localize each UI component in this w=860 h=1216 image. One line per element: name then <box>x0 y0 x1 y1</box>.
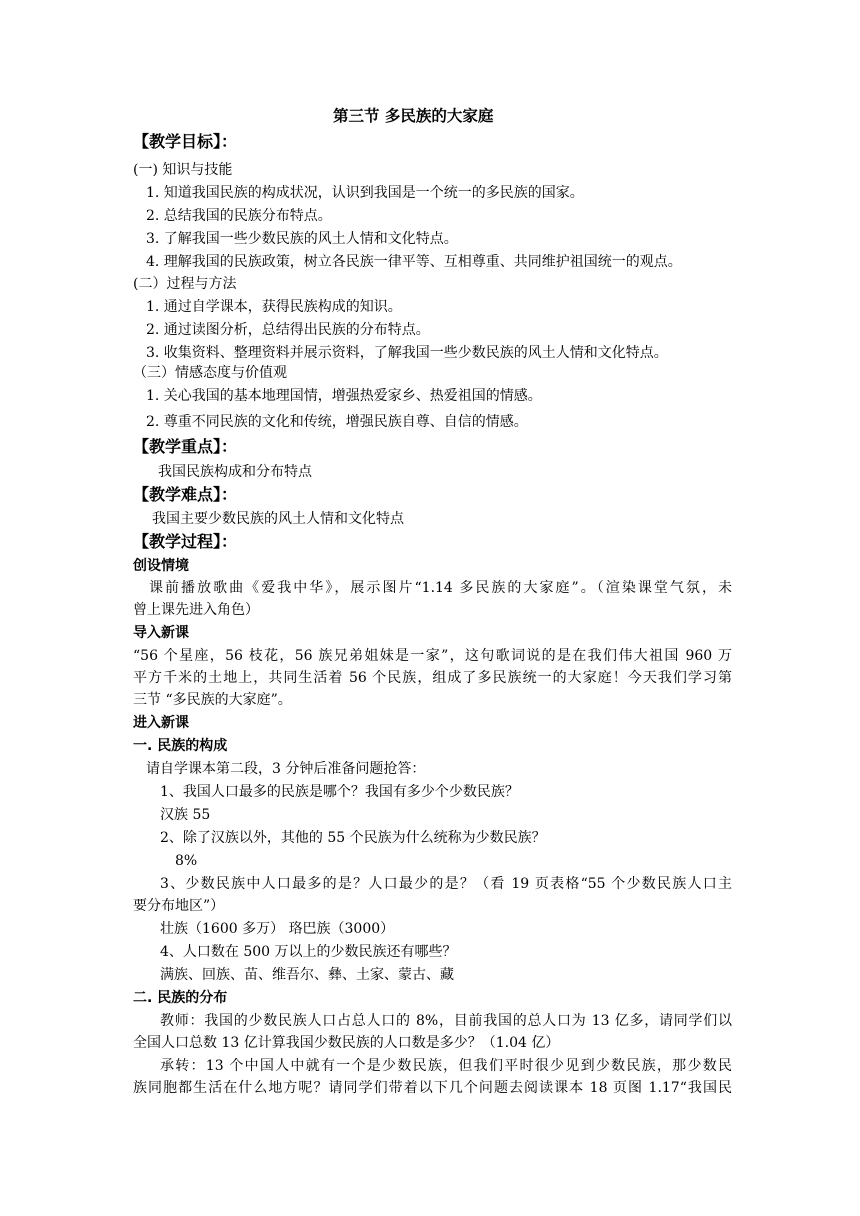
transition-line-1: 承转：13 个中国人中就有一个是少数民族，但我们平时很少见到少数民族，那少数民 <box>160 1058 732 1074</box>
section-process-method-heading: (二）过程与方法 <box>133 276 237 292</box>
part2-heading: 二. 民族的分布 <box>133 990 228 1006</box>
attitude-item-2: 2. 尊重不同民族的文化和传统，增强民族自尊、自信的情感。 <box>146 414 528 430</box>
knowledge-item-2: 2. 总结我国的民族分布特点。 <box>146 208 332 224</box>
knowledge-item-3: 3. 了解我国一些少数民族的风土人情和文化特点。 <box>146 231 458 247</box>
teacher-line-1: 教师：我国的少数民族人口占总人口的 8%，目前我国的总人口为 13 亿多，请同学们以 <box>160 1013 732 1029</box>
page-title: 第三节 多民族的大家庭 <box>333 106 494 125</box>
question-3-line-1: 3、少数民族中人口最多的是？人口最少的是？（看 19 页表格“55 个少数民族人口主 <box>160 876 732 892</box>
knowledge-item-1: 1. 知道我国民族的构成状况，认识到我国是一个统一的多民族的国家。 <box>146 185 584 201</box>
answer-2: 8% <box>175 853 198 869</box>
key-points-heading: 【教学重点】： <box>133 437 238 456</box>
question-2: 2、除了汉族以外，其他的 55 个民族为什么统称为少数民族？ <box>160 830 546 846</box>
transition-line-2: 族同胞都生活在什么地方呢？请同学们带着以下几个问题去阅读课本 18 页图 1.17“我国民 <box>133 1080 732 1096</box>
objectives-heading: 【教学目标】： <box>133 132 238 151</box>
process-heading: 【教学过程】： <box>133 532 238 551</box>
question-3-line-2: 要分布地区”） <box>133 898 225 914</box>
question-1: 1、我国人口最多的民族是哪个？我国有多少个少数民族？ <box>160 784 519 800</box>
intro-paragraph-line-1: “56 个星座，56 枝花，56 族兄弟姐妹是一家”，这句歌词说的是在我们伟大祖国 960 万 <box>133 648 732 664</box>
scene-paragraph-line-2: 曾上课先进入角色） <box>133 602 259 618</box>
section-knowledge-heading: (一) 知识与技能 <box>133 162 233 178</box>
answer-4: 满族、回族、苗、维吾尔、彝、土家、蒙古、藏 <box>160 967 454 983</box>
intro-paragraph-line-3: 三节 “多民族的大家庭”。 <box>133 692 292 708</box>
difficulty-heading: 【教学难点】： <box>133 485 238 504</box>
method-item-1: 1. 通过自学课本，获得民族构成的知识。 <box>146 299 402 315</box>
part1-intro: 请自学课本第二段，3 分钟后准备问题抢答： <box>146 761 426 777</box>
knowledge-item-4: 4. 理解我国的民族政策，树立各民族一律平等、互相尊重、共同维护祖国统一的观点。 <box>146 254 682 270</box>
answer-3: 壮族（1600 多万） 珞巴族（3000） <box>160 921 395 937</box>
key-points-text: 我国民族构成和分布特点 <box>158 464 312 480</box>
scene-paragraph-line-1: 课前播放歌曲《爱我中华》，展示图片“1.14 多民族的大家庭”。（渲染课堂气氛，未 <box>149 580 732 596</box>
question-4: 4、人口数在 500 万以上的少数民族还有哪些？ <box>160 944 457 960</box>
scene-heading: 创设情境 <box>133 558 189 574</box>
section-attitude-heading: （三）情感态度与价值观 <box>133 365 287 381</box>
intro-paragraph-line-2: 平方千米的土地上，共同生活着 56 个民族，组成了多民族统一的大家庭！今天我们学习第 <box>133 670 732 686</box>
attitude-item-1: 1. 关心我国的基本地理国情，增强热爱家乡、热爱祖国的情感。 <box>146 388 542 404</box>
answer-1: 汉族 55 <box>160 807 211 823</box>
intro-heading: 导入新课 <box>133 625 189 641</box>
teacher-line-2: 全国人口总数 13 亿计算我国少数民族的人口数是多少？（1.04 亿） <box>133 1035 560 1051</box>
part1-heading: 一. 民族的构成 <box>133 738 228 754</box>
method-item-2: 2. 通过读图分析，总结得出民族的分布特点。 <box>146 322 430 338</box>
enter-lesson-heading: 进入新课 <box>133 715 189 731</box>
difficulty-text: 我国主要少数民族的风土人情和文化特点 <box>152 511 404 527</box>
method-item-3: 3. 收集资料、整理资料并展示资料，了解我国一些少数民族的风土人情和文化特点。 <box>146 345 668 361</box>
